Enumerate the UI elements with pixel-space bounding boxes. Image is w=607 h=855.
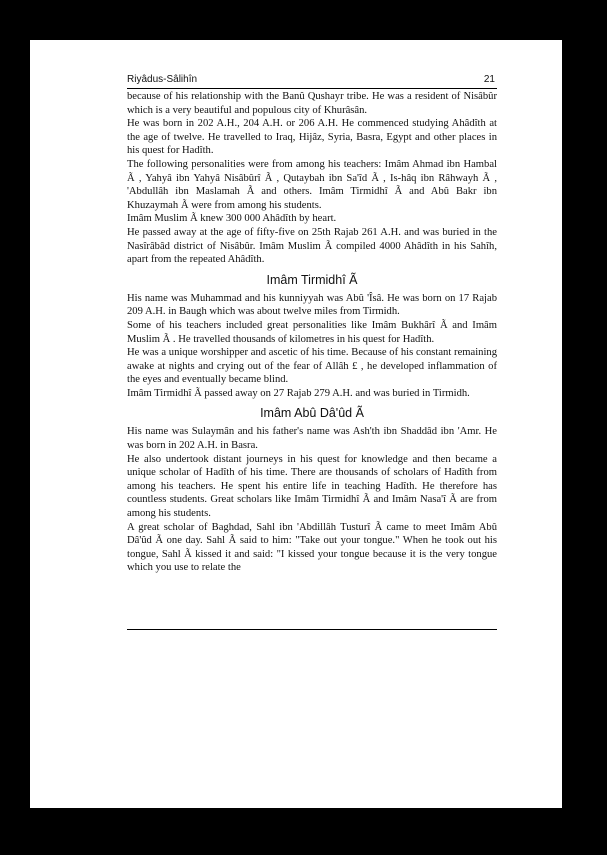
running-header <box>127 74 497 89</box>
paragraph: The following personalities were from among his teachers: Imâm Ahmad ibn Hambal Ã , Yahyâ ibn Yahyâ Nisâbûrî Ã , Qutaybah ibn Sa'îd Ã , Is-hâq ibn Râhwayh Ã , 'Abdullâh ibn Maslamah Ã and others. Imâm Tirmidhî Ã and Abû Bakr ibn Khuzaymah Ã were from among his students. <box>127 158 497 211</box>
page-body <box>127 90 497 575</box>
footer-rule <box>127 629 497 630</box>
paragraph: Some of his teachers included great personalities like Imâm Bukhârî Ã and Imâm Muslim Ã . He travelled thousands of kilometres in his quest for Hadîth. <box>127 319 497 345</box>
paragraph: He was a unique worshipper and ascetic of his time. Because of his constant remaining awake at nights and crying out of the fear of Allâh £ , he developed inflammation of the eyes and eventually became blind. <box>127 347 497 386</box>
paragraph: His name was Sulaymân and his father's name was Ash'th ibn Shaddâd ibn 'Amr. He was born in 202 A.H. in Basra. <box>127 426 497 452</box>
paragraph: He also undertook distant journeys in his quest for knowledge and then became a unique scholar of Hadîth of his time. There are thousands of scholars of Hadîth from among his teachers. He spent his entire life in teaching Hadîth. He therefore has countless students. Great scholars like Imâm Tirmidhî Ã and Imâm Nasa'î Ã are from among his students. <box>127 453 497 520</box>
paragraph: Imâm Muslim Ã knew 300 000 Ahâdîth by heart. <box>127 213 337 225</box>
paragraph: because of his relationship with the Banû Qushayr tribe. He was a resident of Nisâbûr which is a very beautiful and populous city of Khurâsân. <box>127 91 497 116</box>
paragraph: A great scholar of Baghdad, Sahl ibn 'Abdillâh Tusturî Ã came to meet Imâm Abû Dâ'ûd Ã one day. Sahl Ã said to him: "Take out your tongue." When he took out his tongue, Sahl Ã kissed it and said: "I kissed your tongue because it is the very tongue which you use to relate the <box>127 521 497 574</box>
book-page <box>30 40 562 808</box>
section-heading-tirmidhi: Imâm Tirmidhî Ã <box>266 272 358 287</box>
paragraph: He was born in 202 A.H., 204 A.H. or 206 A.H. He commenced studying Ahâdîth at the age of twelve. He travelled to Iraq, Hijâz, Syria, Basra, Egypt and other places in his quest for Hadîth. <box>127 118 497 157</box>
book-title: Riyâdus-Sâlihîn <box>127 74 198 85</box>
paragraph: He passed away at the age of fifty-five on 25th Rajab 261 A.H. and was buried in the Nasîrâbâd district of Nisâbûr. Imâm Muslim Ã compiled 4000 Ahâdîth in his Sahîh, apart from the repeated Ahâdîth. <box>127 226 497 266</box>
page-number: 21 <box>483 74 495 85</box>
paragraph: His name was Muhammad and his kunniyyah was Abû 'Îsâ. He was born on 17 Rajab 209 A.H. in Baugh which was about twelve miles from Tirmidh. <box>127 292 497 318</box>
section-heading-abu-daud: Imâm Abû Dâ'ûd Ã <box>260 406 364 421</box>
paragraph: Imâm Tirmidhî Ã passed away on 27 Rajab 279 A.H. and was buried in Tirmidh. <box>127 387 470 399</box>
